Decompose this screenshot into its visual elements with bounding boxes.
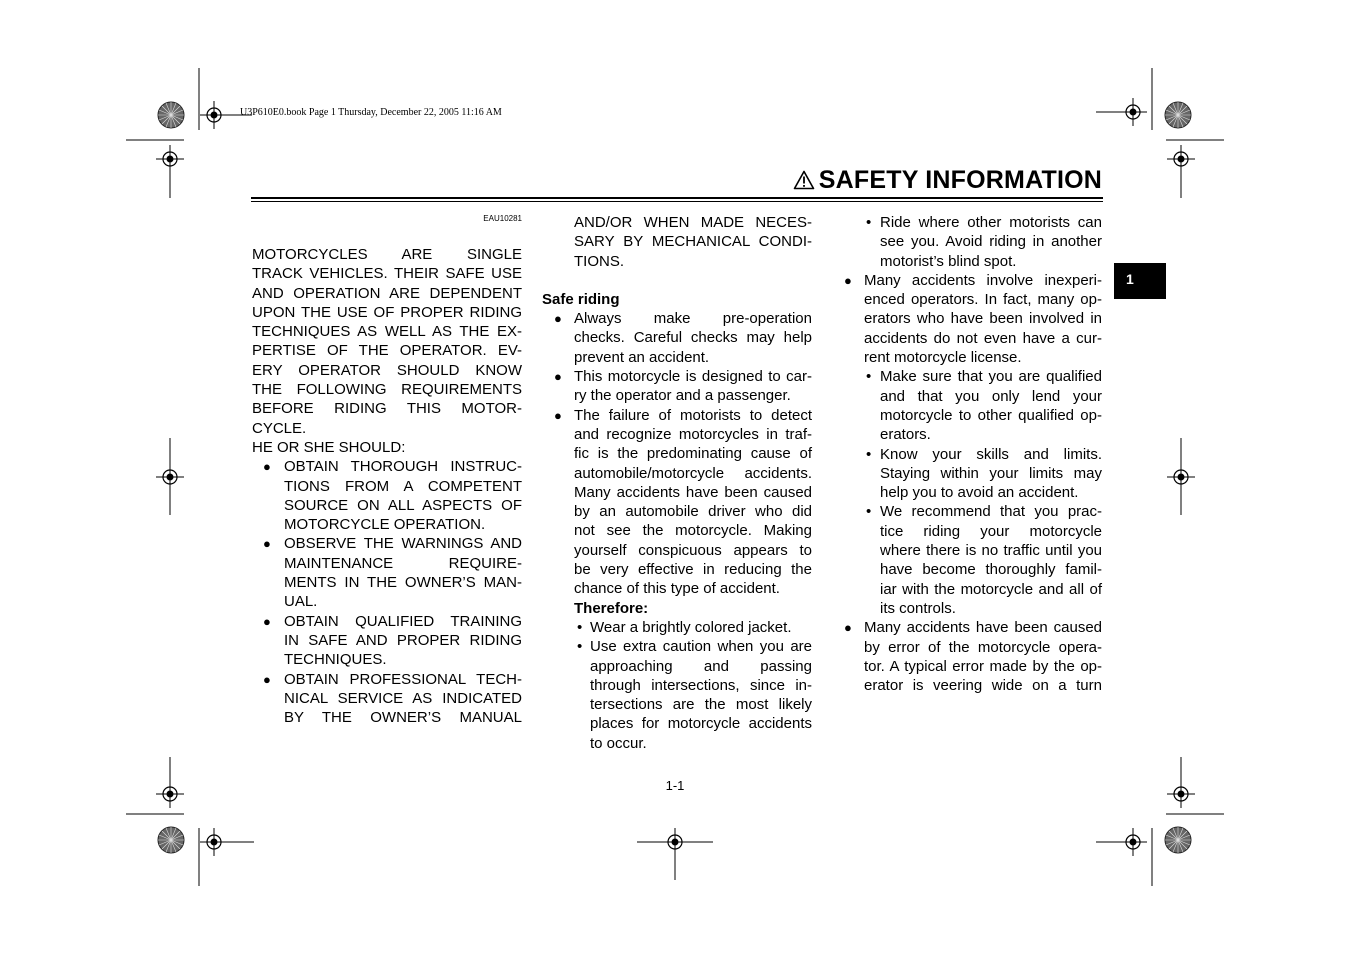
bullet-icon: ● xyxy=(554,407,562,423)
list-item: ● OBTAIN THOROUGH INSTRUC- TIONS FROM A COMPETENT SOURCE ON ALL ASPECTS OF MOTORCYCLE OPERATION. xyxy=(263,458,522,534)
page-number: 1-1 xyxy=(665,778,685,793)
page-title-text: SAFETY INFORMATION xyxy=(818,166,1102,194)
list-item: ● OBTAIN QUALIFIED TRAINING IN SAFE AND PROPER RIDING TECHNIQUES. xyxy=(263,612,522,669)
doc-code: EAU10281 xyxy=(483,214,522,223)
list-item-continuation: AND/OR WHEN MADE NECES- SARY BY MECHANICAL CONDI- TIONS. xyxy=(574,214,812,270)
print-header-line: U3P610E0.book Page 1 Thursday, December 22, 2005 11:16 AM xyxy=(240,107,502,118)
list-item: ● Many accidents have been caused by error of the motorcycle opera- tor. A typical error made by the op- erator is veering wide on a turn xyxy=(844,619,1102,695)
list-item: ● Always make pre-operation checks. Careful checks may help prevent an accident. xyxy=(554,310,812,366)
bullet-icon: ● xyxy=(263,459,271,475)
bullet-icon: ● xyxy=(844,620,852,636)
chapter-tab xyxy=(1114,263,1166,299)
sub-list-item: • We recommend that you prac- tice riding your motorcycle where there is no traffic until you have become thoroughly famil- iar with the motorcycle and all of its controls. xyxy=(866,503,1102,617)
section-heading: Safe riding xyxy=(542,290,620,308)
chapter-tab-number: 1 xyxy=(1126,271,1134,287)
sub-list-item: • Use extra caution when you are approaching and passing through intersections, since in- tersections are the most likely places for motorcycle accidents to occur. xyxy=(577,638,812,752)
sub-list-item: • Know your skills and limits. Staying within your limits may help you to avoid an accident. xyxy=(866,445,1102,502)
warning-triangle-icon xyxy=(793,168,815,197)
bullet-icon: ● xyxy=(554,311,562,327)
column-2 xyxy=(542,213,812,753)
title-rule-thick xyxy=(251,197,1103,199)
bullet-icon: ● xyxy=(554,369,562,385)
small-bullet-icon: • xyxy=(866,214,872,231)
bullet-icon: ● xyxy=(263,671,271,687)
list-item: ● OBTAIN PROFESSIONAL TECH- NICAL SERVICE AS INDICATED BY THE OWNER’S MANUAL xyxy=(263,670,522,727)
should-line: HE OR SHE SHOULD: xyxy=(252,438,406,456)
title-rule-thin xyxy=(251,201,1103,202)
list-item: ● OBSERVE THE WARNINGS AND MAINTENANCE REQUIRE- MENTS IN THE OWNER’S MAN- UAL. xyxy=(263,535,522,611)
small-bullet-icon: • xyxy=(866,445,872,463)
list-item: ● The failure of motorists to detect and recognize motorcycles in traf- fic is the predominating cause of automobile/motorcycle accidents. Many accidents have been caused by an automobile driver who did not see the motorcycle. Making yourself conspicuous appears to be very effective in reducing the chance of this type of accident. xyxy=(554,406,812,598)
column-3 xyxy=(844,213,1102,695)
bullet-icon: ● xyxy=(263,536,271,552)
small-bullet-icon: • xyxy=(577,618,583,636)
small-bullet-icon: • xyxy=(866,368,872,386)
list-item: ● This motorcycle is designed to car- ry the operator and a passenger. xyxy=(554,368,812,405)
list-item: ● Many accidents involve inexperi- enced operators. In fact, many op- erators who have been involved in accidents do not even have a cur- rent motorcycle license. xyxy=(844,271,1102,367)
page-title xyxy=(600,166,1102,197)
therefore-label: Therefore: xyxy=(574,599,649,617)
sub-list-item: • Make sure that you are qualified and that you only lend your motorcycle to other qualified op- erators. xyxy=(866,368,1102,444)
sub-list-item: • Wear a brightly colored jacket. xyxy=(577,618,792,636)
small-bullet-icon: • xyxy=(577,638,583,656)
column-1 xyxy=(252,245,522,727)
bullet-icon: ● xyxy=(844,272,852,288)
small-bullet-icon: • xyxy=(866,503,872,521)
bullet-icon: ● xyxy=(263,613,271,629)
intro-paragraph: MOTORCYCLES ARE SINGLE TRACK VEHICLES. THEIR SAFE USE AND OPERATION ARE DEPENDENT UPON THE USE OF PROPER RIDING TECHNIQUES AS WELL AS THE EX- PERTISE OF THE OPERATOR. EV- ERY OPERATOR SHOULD KNOW THE FOLLOWING REQUIREMENTS BEFORE RIDING THIS MOTOR- CYCLE. xyxy=(252,246,522,437)
sub-list-item: • Ride where other motorists can see you. Avoid riding in another motorist’s blind spot. xyxy=(866,214,1102,270)
